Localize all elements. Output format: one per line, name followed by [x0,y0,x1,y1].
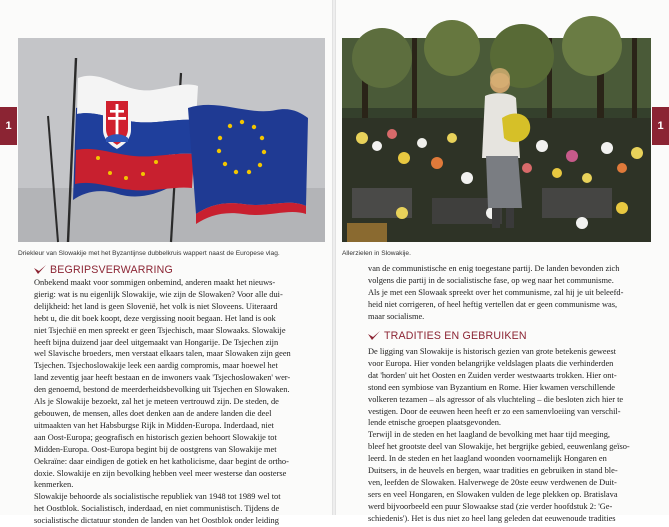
text-line: dat 'horden' uit het Oosten en Zuiden verder westwaarts trokken. Hier ont- [368,370,617,380]
section-heading-text: BEGRIPSVERWARRING [50,264,173,276]
text-line: Oekraïne: daar eindigen de gotiek en het katholicisme, daar begint de ortho- [34,456,289,466]
text-line: wel Slavische broeders, men verstaat elkaars talen, maar Slowaken zijn geen [34,349,291,359]
text-line: gebouwen, de mensen, alles doet denken aan de andere landen die deel [34,408,272,418]
cemetery-photo [342,38,651,242]
section-heading [34,264,173,276]
text-line: van de communistische en enig toegestane partij. De landen bevonden zich [368,264,620,273]
chapter-number: 1 [5,120,12,132]
text-line: voor Europa. Hier vonden belangrijke veldslagen plaats die verhinderden [368,358,614,368]
chapter-number: 1 [657,120,664,132]
red-check-icon [368,331,380,341]
text-line: Onbekend maakt voor sommigen onbemind, anderen maakt het nieuws- [34,278,276,287]
text-line: doxie. Slowakije en zijn bevolking hebben veel meer westerse dan oosterse [34,468,287,478]
text-line: Als je Slowakije bezoekt, zal het je meteen vertrouwd zijn. De steden, de [34,397,279,407]
text-line: aan Oost-Europa; geografisch en historisch gezien behoort Slowakije tot [34,432,277,442]
photo-caption: Driekleur van Slowakije met het Byzantijnse dubbelkruis wappert naast de Europese vlag. [18,250,280,257]
text-line: lende etnische groepen plaatsgevonden. [368,418,502,428]
text-line: vestigen. Door de eeuwen heen heeft er zo een samenvloeiing van verschil- [368,406,621,416]
chapter-tab [652,107,669,145]
chapter-tab [0,107,17,145]
text-line: leerd. In de steden en het laagland woonden voornamelijk Hongaren en [368,454,607,464]
text-line: sers en veel Hongaren, en Slowaken vulden de lege plekken op. Bratislava [368,489,618,499]
flags-illustration [18,38,325,242]
text-line: Duitsers, in de heuvels en bergen, waar tradities en gebruiken in stand ble- [368,466,618,476]
text-line: Slowakije behoorde als socialistische republiek van 1948 tot 1989 wel tot [34,492,281,502]
text-line: niet Tsjechië en men spreekt er geen Tsjechisch, maar Slowaaks. Slowakije [34,325,286,335]
text-line: stond een symbiose van Byzantium en Rome. Hier kwamen verschillende [368,382,616,392]
text-line: volkeren tezamen – als agressor of als vluchteling – die besloten zich hier te [368,394,624,404]
text-line: heid niet corrigeren, of heel heftig vertellen dat er geen communisme was, [368,299,618,309]
body-text [34,277,304,527]
text-line: werd bijvoorbeeld een puur Slowaakse stad (zie verder hoofdstuk 2: 'Ge- [368,501,613,511]
right-page [336,0,669,523]
text-line: den genoemd, bestond de meerderheidsbevolking uit Tsjechen en Slowaken. [34,385,290,395]
text-line: Terwijl in de steden en het laagland de bevolking met haar tijd meeging, [368,430,610,440]
left-page [0,0,333,526]
text-line: kenmerken. [34,480,74,490]
body-text-intro [368,263,636,323]
text-line: schiedenis'). Het is dus niet zo heel lang geleden dat eeuwenoude tradities [368,513,616,523]
text-line: Als je met een Slowaak spreekt over het communisme, zal hij je uit beleefd- [368,287,624,297]
text-line: land zeventig jaar heeft bestaan en de inwoners vaak 'Tsjechoslowaken' wer- [34,373,291,383]
cemetery-illustration [342,38,651,242]
text-line: ven, leefden de Slowaken. Halverwege de 20ste eeuw verdwenen de Duit- [368,477,617,487]
red-check-icon [34,265,46,275]
text-line: gierig: wat is nu eigenlijk Slowakije, wie zijn de Slowaken? Voor alle dui- [34,289,283,299]
text-line: Tsjechen. Tsjechoslowakije leek een aardig compromis, maar hoewel het [34,361,278,371]
text-line: Midden-Europa. Oost-Europa begint bij de oostgrens van Slowakije met [34,444,277,454]
photo-caption: Allerzielen in Slowakije. [342,250,411,257]
section-heading-text: TRADITIES EN GEBRUIKEN [384,330,527,342]
text-line: hebt u, die dit boek koopt, deze vergissing nooit begaan. Het land is ook [34,313,276,323]
flags-photo [18,38,325,242]
text-line: socialistische dictatuur stonden de landen van het Oostblok onder leiding [34,516,279,526]
text-line: bleef het grootste deel van Slowakije, het bergrijke gebied, eeuwenlang geïso- [368,442,630,452]
section-heading [368,330,527,342]
text-line: uitmaakten van het Habsburgse Rijk in Midden-Europa. Inderdaad, niet [34,420,274,430]
text-line: maar socialisme. [368,311,425,321]
body-text [368,346,636,525]
text-line: De ligging van Slowakije is historisch gezien van grote betekenis geweest [368,347,616,356]
text-line: het Oostblok. Socialistisch, inderdaad, en niet communistisch. Tijdens de [34,504,280,514]
text-line: delijkheid: het land is geen Slovenië, het volk is niet Sloveens. Uiteraard [34,301,278,311]
text-line: volgens die partij in de socialistische fase, op weg naar het communisme. [368,275,614,285]
text-line: heeft bijna duizend jaar deel uitgemaakt van Hongarije. De Tsjechen zijn [34,337,279,347]
